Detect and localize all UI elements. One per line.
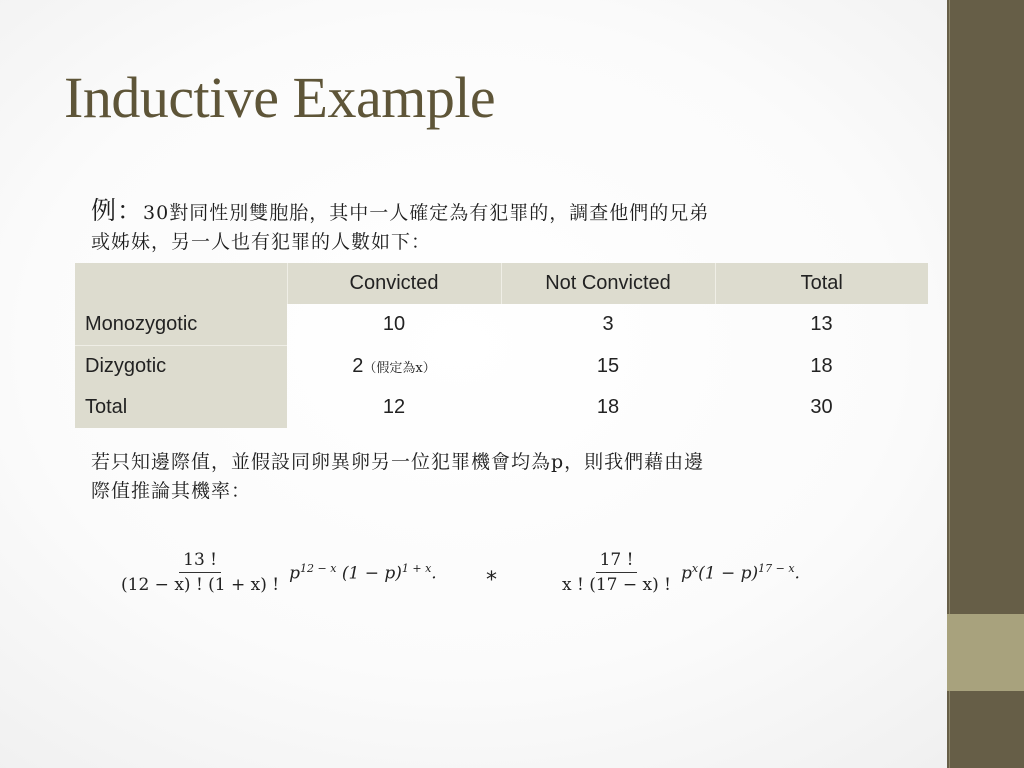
table-header-row: [75, 263, 928, 304]
formula-fraction: [558, 550, 675, 595]
fraction-denominator: x ! (17 − x) !: [562, 575, 671, 595]
outro-line-2: 際值推論其機率：: [91, 480, 252, 502]
intro-lead: 例：: [91, 196, 144, 225]
formula-term: (1 − p): [698, 563, 759, 584]
table-row: [75, 387, 928, 428]
outro-line-1: 若只知邊際值，並假設同卵異卵另一位犯罪機會均為p，則我們藉由邊: [91, 451, 705, 473]
formula-tail: [681, 562, 800, 584]
twin-conviction-table: [75, 263, 928, 428]
formula-term: .: [794, 563, 800, 584]
intro-line-1: 30對同性別雙胞胎，其中一人確定為有犯罪的，調查他們的兄弟: [143, 202, 710, 224]
column-header-not-convicted: Not Convicted: [501, 263, 715, 304]
cell-convicted-note: （假定為x）: [363, 360, 436, 376]
formula-term: p: [681, 563, 692, 584]
cell-convicted-value: 2: [352, 354, 364, 377]
formula-term: (1 − p): [336, 563, 402, 584]
cell-convicted: [287, 346, 501, 388]
outro-paragraph: [91, 448, 891, 506]
table-row: [75, 346, 928, 388]
row-label: Dizygotic: [75, 346, 287, 388]
cell-not-convicted: 18: [596, 396, 620, 418]
cell-not-convicted: 15: [596, 354, 620, 377]
cell-total: 30: [810, 396, 833, 418]
formula-dizygotic: [558, 550, 800, 595]
column-header-total: Total: [715, 263, 928, 304]
column-header-blank: [75, 263, 287, 304]
intro-paragraph: [91, 196, 891, 257]
fraction-denominator: (12 − x) ! (1 + x) !: [121, 575, 280, 595]
multiply-symbol: *: [486, 568, 497, 593]
formula-exponent: 1 + x: [401, 561, 432, 575]
fraction-numerator: 13 !: [179, 550, 221, 573]
column-header-convicted: Convicted: [287, 263, 501, 304]
cell-convicted: 12: [382, 396, 406, 418]
formula-exponent: x: [691, 561, 699, 575]
slide-title: Inductive Example: [64, 65, 496, 130]
formula-tail: [289, 562, 437, 584]
cell-convicted: 10: [382, 313, 406, 336]
intro-line-2: 或姊妹，另一人也有犯罪的人數如下：: [91, 231, 432, 253]
cell-not-convicted: 3: [602, 313, 614, 336]
row-label: Monozygotic: [75, 304, 287, 346]
row-label: Total: [75, 387, 287, 428]
formula-exponent: 12 − x: [300, 561, 337, 575]
cell-total: 13: [810, 313, 833, 336]
formula-term: .: [431, 563, 437, 584]
formula-exponent: 17 − x: [758, 561, 795, 575]
formula-monozygotic: [117, 550, 437, 595]
table-row: [75, 304, 928, 346]
sidebar-accent-block: [947, 614, 1024, 691]
formula-term: p: [289, 563, 301, 584]
formula-fraction: [117, 550, 283, 595]
cell-total: 18: [810, 354, 833, 377]
fraction-numerator: 17 !: [596, 550, 638, 573]
